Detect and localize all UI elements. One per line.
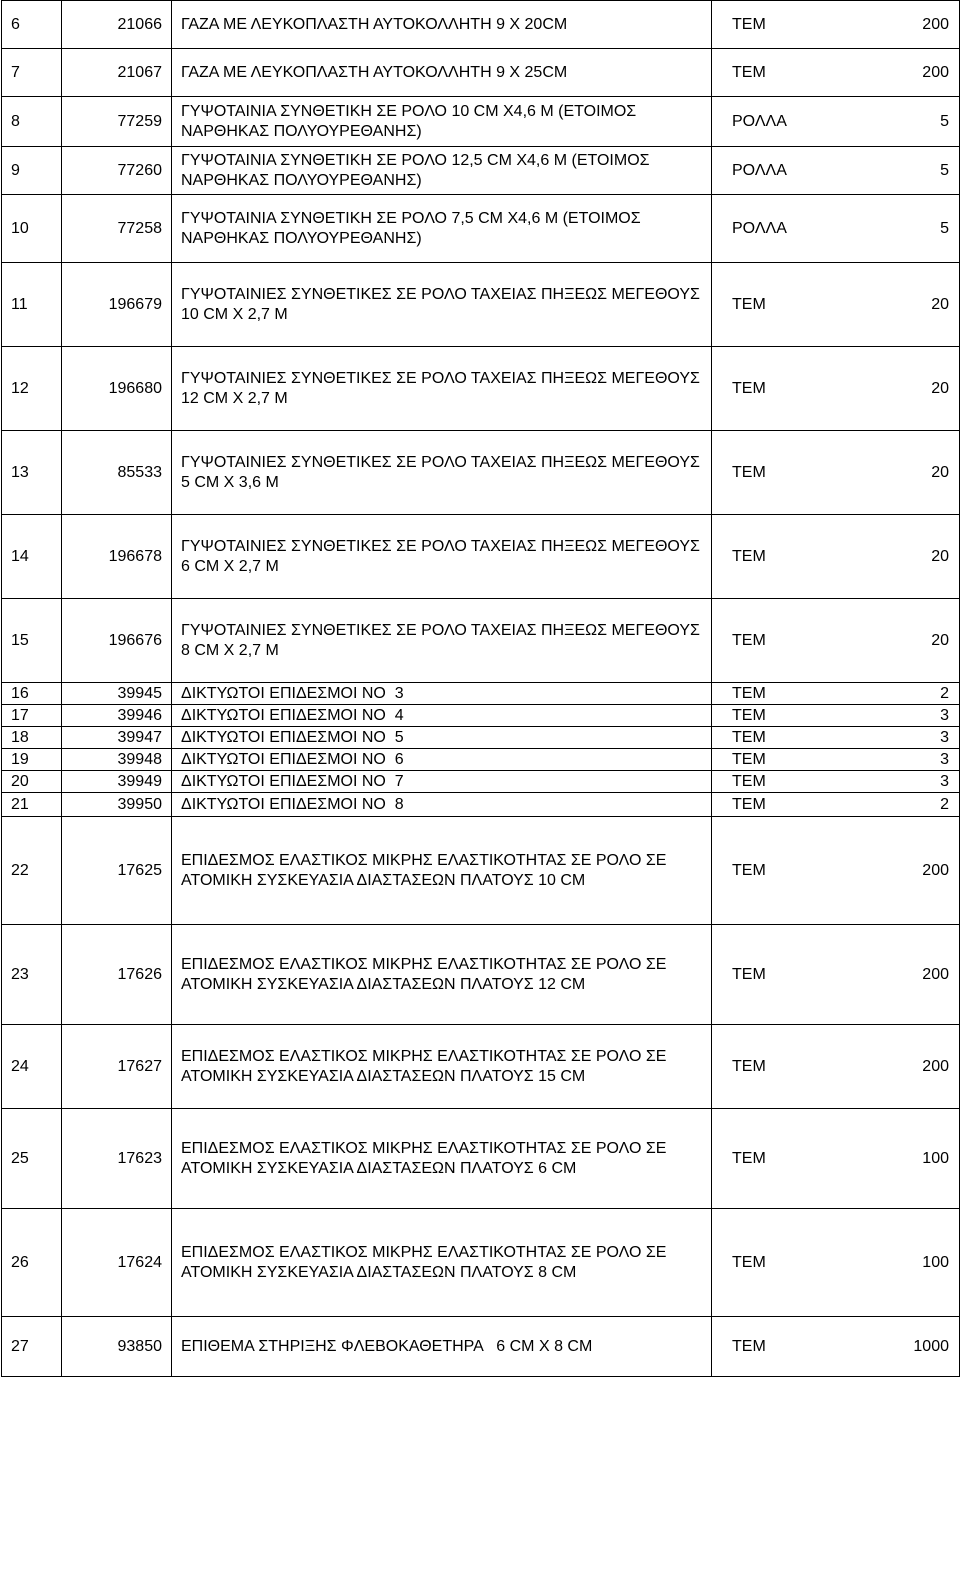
row-number: 11 [2,263,62,347]
item-quantity: 200 [922,15,949,33]
table-row [2,431,960,515]
table-row [2,1109,960,1209]
unit-quantity-cell [712,793,960,817]
item-code: 17625 [62,817,172,925]
unit-quantity-cell [712,817,960,925]
item-description: ΔΙΚΤΥΩΤΟΙ ΕΠΙΔΕΣΜΟΙ ΝΟ 6 [172,749,712,771]
item-code: 39950 [62,793,172,817]
row-number: 6 [2,1,62,49]
item-code: 17627 [62,1025,172,1109]
item-quantity: 3 [940,706,949,724]
item-unit: ΡΟΛΛΑ [732,112,787,130]
item-unit: ΤΕΜ [732,772,766,790]
item-quantity: 100 [922,1253,949,1271]
item-quantity: 200 [922,965,949,983]
item-description: ΕΠΙΘΕΜΑ ΣΤΗΡΙΞΗΣ ΦΛΕΒΟΚΑΘΕΤΗΡΑ 6 CM X 8 CM [172,1317,712,1377]
table-row [2,1,960,49]
item-quantity: 20 [931,295,949,313]
item-code: 39947 [62,727,172,749]
item-unit: ΤΕΜ [732,965,766,983]
table-row [2,705,960,727]
item-quantity: 5 [940,219,949,237]
item-code: 21066 [62,1,172,49]
item-quantity: 20 [931,379,949,397]
table-row [2,49,960,97]
unit-quantity-cell [712,147,960,195]
row-number: 24 [2,1025,62,1109]
table-row [2,1209,960,1317]
item-code: 77260 [62,147,172,195]
table-row [2,1317,960,1377]
item-unit: ΤΕΜ [732,861,766,879]
item-unit: ΤΕΜ [732,684,766,702]
item-description: ΕΠΙΔΕΣΜΟΣ ΕΛΑΣΤΙΚΟΣ ΜΙΚΡΗΣ ΕΛΑΣΤΙΚΟΤΗΤΑΣ ΣΕ ΡΟΛΟ ΣΕ ΑΤΟΜΙΚΗ ΣΥΣΚΕΥΑΣΙΑ ΔΙΑΣΤΑΣΕΩΝ ΠΛΑΤΟΥΣ 6 CM [172,1109,712,1209]
item-quantity: 2 [940,684,949,702]
item-description: ΓΥΨΟΤΑΙΝΙΕΣ ΣΥΝΘΕΤΙΚΕΣ ΣΕ ΡΟΛΟ ΤΑΧΕΙΑΣ ΠΗΞΕΩΣ ΜΕΓΕΘΟΥΣ 5 CM X 3,6 M [172,431,712,515]
row-number: 15 [2,599,62,683]
item-code: 77259 [62,97,172,147]
unit-quantity-cell [712,771,960,793]
unit-quantity-cell [712,515,960,599]
item-description: ΓΥΨΟΤΑΙΝΙΕΣ ΣΥΝΘΕΤΙΚΕΣ ΣΕ ΡΟΛΟ ΤΑΧΕΙΑΣ ΠΗΞΕΩΣ ΜΕΓΕΘΟΥΣ 10 CM X 2,7 M [172,263,712,347]
item-quantity: 20 [931,631,949,649]
item-description: ΕΠΙΔΕΣΜΟΣ ΕΛΑΣΤΙΚΟΣ ΜΙΚΡΗΣ ΕΛΑΣΤΙΚΟΤΗΤΑΣ ΣΕ ΡΟΛΟ ΣΕ ΑΤΟΜΙΚΗ ΣΥΣΚΕΥΑΣΙΑ ΔΙΑΣΤΑΣΕΩΝ ΠΛΑΤΟΥΣ 8 CM [172,1209,712,1317]
unit-quantity-cell [712,1109,960,1209]
table-row [2,793,960,817]
item-unit: ΤΕΜ [732,295,766,313]
item-unit: ΤΕΜ [732,795,766,813]
item-code: 196680 [62,347,172,431]
table-row [2,347,960,431]
row-number: 18 [2,727,62,749]
item-code: 39948 [62,749,172,771]
item-code: 21067 [62,49,172,97]
unit-quantity-cell [712,925,960,1025]
row-number: 13 [2,431,62,515]
row-number: 23 [2,925,62,1025]
item-unit: ΤΕΜ [732,631,766,649]
item-quantity: 3 [940,728,949,746]
row-number: 17 [2,705,62,727]
item-description: ΓΥΨΟΤΑΙΝΙΕΣ ΣΥΝΘΕΤΙΚΕΣ ΣΕ ΡΟΛΟ ΤΑΧΕΙΑΣ ΠΗΞΕΩΣ ΜΕΓΕΘΟΥΣ 12 CM X 2,7 M [172,347,712,431]
unit-quantity-cell [712,431,960,515]
item-description: ΕΠΙΔΕΣΜΟΣ ΕΛΑΣΤΙΚΟΣ ΜΙΚΡΗΣ ΕΛΑΣΤΙΚΟΤΗΤΑΣ ΣΕ ΡΟΛΟ ΣΕ ΑΤΟΜΙΚΗ ΣΥΣΚΕΥΑΣΙΑ ΔΙΑΣΤΑΣΕΩΝ ΠΛΑΤΟΥΣ 12 CM [172,925,712,1025]
table-row [2,771,960,793]
item-unit: ΤΕΜ [732,750,766,768]
item-code: 93850 [62,1317,172,1377]
unit-quantity-cell [712,347,960,431]
item-code: 39949 [62,771,172,793]
item-quantity: 200 [922,1057,949,1075]
row-number: 26 [2,1209,62,1317]
unit-quantity-cell [712,749,960,771]
unit-quantity-cell [712,727,960,749]
table-row [2,195,960,263]
row-number: 25 [2,1109,62,1209]
item-unit: ΤΕΜ [732,379,766,397]
item-quantity: 200 [922,63,949,81]
item-description: ΓΥΨΟΤΑΙΝΙΑ ΣΥΝΘΕΤΙΚΗ ΣΕ ΡΟΛΟ 7,5 CM X4,6 M (ΕΤΟΙΜΟΣ ΝΑΡΘΗΚΑΣ ΠΟΛΥΟΥΡΕΘΑΝΗΣ) [172,195,712,263]
table-row [2,817,960,925]
unit-quantity-cell [712,97,960,147]
row-number: 9 [2,147,62,195]
unit-quantity-cell [712,1209,960,1317]
item-unit: ΡΟΛΛΑ [732,161,787,179]
table-row [2,749,960,771]
item-unit: ΤΕΜ [732,463,766,481]
item-code: 77258 [62,195,172,263]
row-number: 7 [2,49,62,97]
table-row [2,599,960,683]
item-description: ΓΥΨΟΤΑΙΝΙΑ ΣΥΝΘΕΤΙΚΗ ΣΕ ΡΟΛΟ 12,5 CM X4,6 M (ΕΤΟΙΜΟΣ ΝΑΡΘΗΚΑΣ ΠΟΛΥΟΥΡΕΘΑΝΗΣ) [172,147,712,195]
table-row [2,97,960,147]
unit-quantity-cell [712,1,960,49]
item-quantity: 3 [940,772,949,790]
items-table-body [2,1,960,1377]
row-number: 8 [2,97,62,147]
table-row [2,683,960,705]
unit-quantity-cell [712,1317,960,1377]
unit-quantity-cell [712,195,960,263]
unit-quantity-cell [712,49,960,97]
row-number: 12 [2,347,62,431]
row-number: 16 [2,683,62,705]
table-row [2,925,960,1025]
row-number: 20 [2,771,62,793]
item-code: 17624 [62,1209,172,1317]
row-number: 27 [2,1317,62,1377]
item-description: ΓΑΖΑ ΜΕ ΛΕΥΚΟΠΛΑΣΤΗ ΑΥΤΟΚΟΛΛΗΤΗ 9 Χ 25CM [172,49,712,97]
item-description: ΓΥΨΟΤΑΙΝΙΑ ΣΥΝΘΕΤΙΚΗ ΣΕ ΡΟΛΟ 10 CM X4,6 M (ΕΤΟΙΜΟΣ ΝΑΡΘΗΚΑΣ ΠΟΛΥΟΥΡΕΘΑΝΗΣ) [172,97,712,147]
unit-quantity-cell [712,705,960,727]
unit-quantity-cell [712,599,960,683]
item-code: 196676 [62,599,172,683]
item-quantity: 5 [940,112,949,130]
unit-quantity-cell [712,1025,960,1109]
item-code: 85533 [62,431,172,515]
item-description: ΓΥΨΟΤΑΙΝΙΕΣ ΣΥΝΘΕΤΙΚΕΣ ΣΕ ΡΟΛΟ ΤΑΧΕΙΑΣ ΠΗΞΕΩΣ ΜΕΓΕΘΟΥΣ 8 CM X 2,7 M [172,599,712,683]
item-code: 196679 [62,263,172,347]
row-number: 19 [2,749,62,771]
item-unit: ΡΟΛΛΑ [732,219,787,237]
item-description: ΔΙΚΤΥΩΤΟΙ ΕΠΙΔΕΣΜΟΙ ΝΟ 3 [172,683,712,705]
item-unit: ΤΕΜ [732,63,766,81]
unit-quantity-cell [712,683,960,705]
item-unit: ΤΕΜ [732,547,766,565]
item-quantity: 5 [940,161,949,179]
item-quantity: 20 [931,547,949,565]
item-code: 39946 [62,705,172,727]
item-description: ΔΙΚΤΥΩΤΟΙ ΕΠΙΔΕΣΜΟΙ ΝΟ 8 [172,793,712,817]
item-quantity: 20 [931,463,949,481]
item-quantity: 100 [922,1149,949,1167]
item-unit: ΤΕΜ [732,706,766,724]
table-row [2,263,960,347]
item-unit: ΤΕΜ [732,1253,766,1271]
row-number: 21 [2,793,62,817]
unit-quantity-cell [712,263,960,347]
item-unit: ΤΕΜ [732,1149,766,1167]
item-description: ΓΑΖΑ ΜΕ ΛΕΥΚΟΠΛΑΣΤΗ ΑΥΤΟΚΟΛΛΗΤΗ 9 Χ 20CM [172,1,712,49]
table-row [2,147,960,195]
item-quantity: 2 [940,795,949,813]
item-description: ΕΠΙΔΕΣΜΟΣ ΕΛΑΣΤΙΚΟΣ ΜΙΚΡΗΣ ΕΛΑΣΤΙΚΟΤΗΤΑΣ ΣΕ ΡΟΛΟ ΣΕ ΑΤΟΜΙΚΗ ΣΥΣΚΕΥΑΣΙΑ ΔΙΑΣΤΑΣΕΩΝ ΠΛΑΤΟΥΣ 10 CM [172,817,712,925]
table-row [2,727,960,749]
row-number: 14 [2,515,62,599]
item-description: ΔΙΚΤΥΩΤΟΙ ΕΠΙΔΕΣΜΟΙ ΝΟ 4 [172,705,712,727]
item-description: ΔΙΚΤΥΩΤΟΙ ΕΠΙΔΕΣΜΟΙ ΝΟ 7 [172,771,712,793]
item-quantity: 3 [940,750,949,768]
row-number: 22 [2,817,62,925]
table-row [2,515,960,599]
item-quantity: 200 [922,861,949,879]
item-code: 196678 [62,515,172,599]
item-description: ΓΥΨΟΤΑΙΝΙΕΣ ΣΥΝΘΕΤΙΚΕΣ ΣΕ ΡΟΛΟ ΤΑΧΕΙΑΣ ΠΗΞΕΩΣ ΜΕΓΕΘΟΥΣ 6 CM X 2,7 M [172,515,712,599]
item-description: ΕΠΙΔΕΣΜΟΣ ΕΛΑΣΤΙΚΟΣ ΜΙΚΡΗΣ ΕΛΑΣΤΙΚΟΤΗΤΑΣ ΣΕ ΡΟΛΟ ΣΕ ΑΤΟΜΙΚΗ ΣΥΣΚΕΥΑΣΙΑ ΔΙΑΣΤΑΣΕΩΝ ΠΛΑΤΟΥΣ 15 CM [172,1025,712,1109]
items-table [1,0,960,1377]
item-description: ΔΙΚΤΥΩΤΟΙ ΕΠΙΔΕΣΜΟΙ ΝΟ 5 [172,727,712,749]
item-unit: ΤΕΜ [732,728,766,746]
item-code: 17623 [62,1109,172,1209]
item-unit: ΤΕΜ [732,15,766,33]
table-row [2,1025,960,1109]
row-number: 10 [2,195,62,263]
item-code: 39945 [62,683,172,705]
item-quantity: 1000 [913,1337,949,1355]
item-code: 17626 [62,925,172,1025]
item-unit: ΤΕΜ [732,1057,766,1075]
item-unit: ΤΕΜ [732,1337,766,1355]
